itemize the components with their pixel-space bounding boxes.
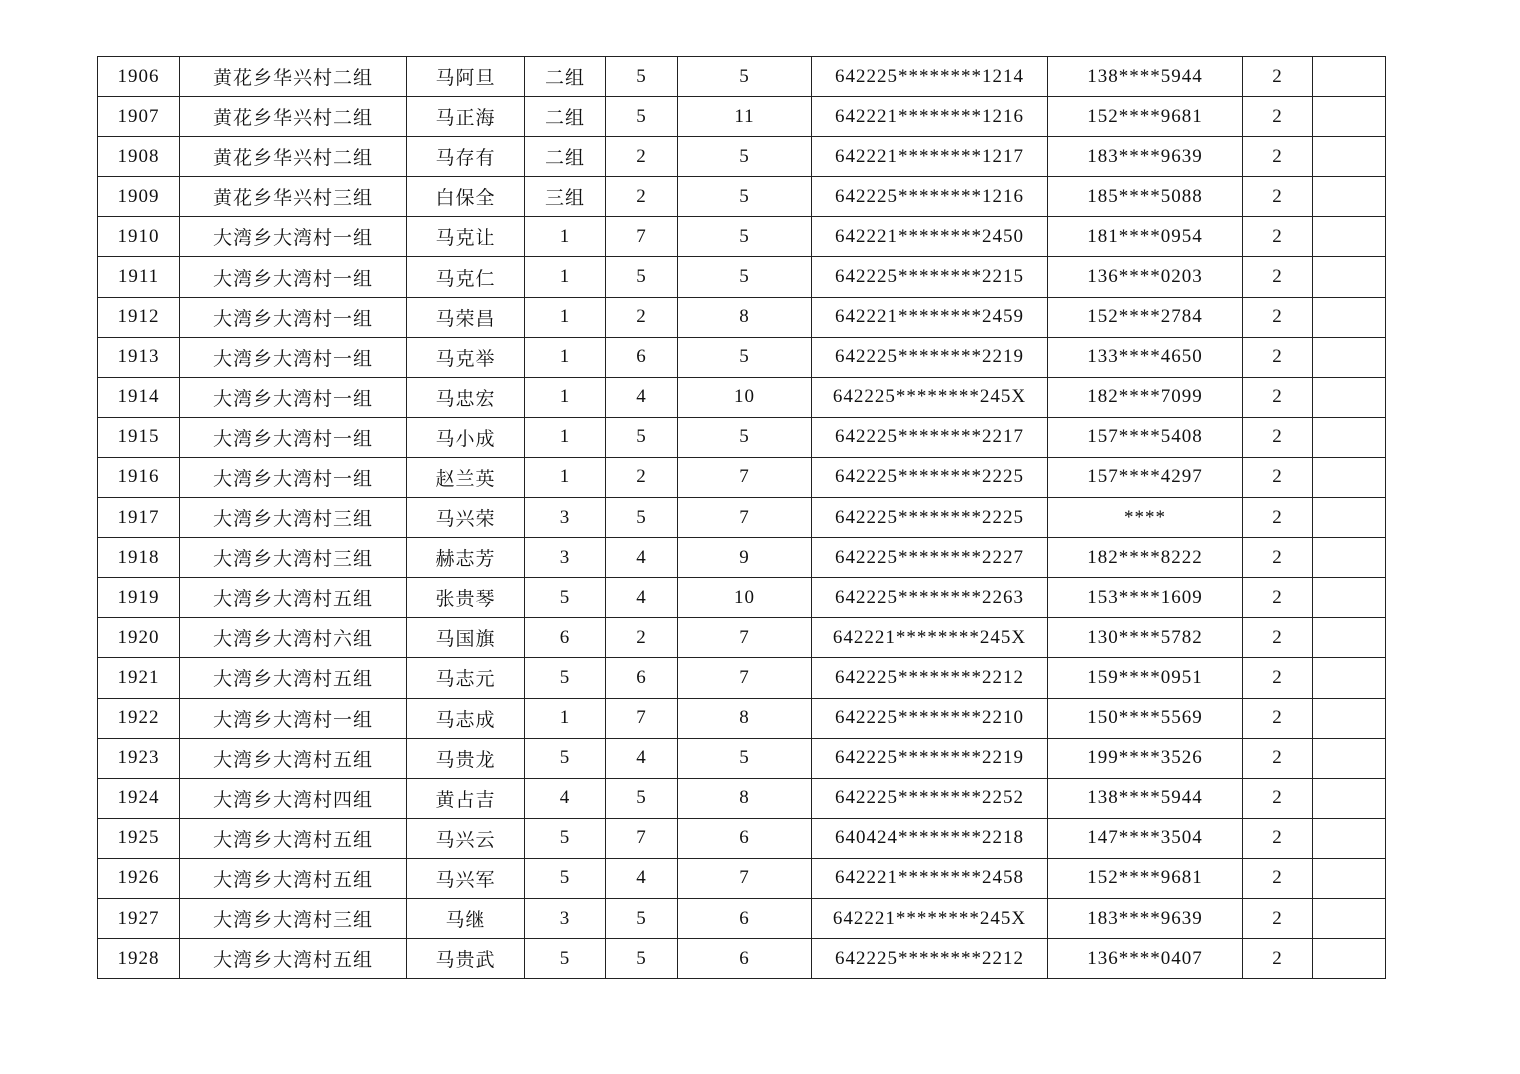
- count-cell: 2: [1243, 417, 1313, 457]
- value-cell: 5: [678, 337, 812, 377]
- phone-cell: 136****0407: [1048, 939, 1243, 979]
- note-cell: [1313, 778, 1386, 818]
- id-card-cell: 642225********2225: [812, 457, 1048, 497]
- value-cell: 8: [678, 297, 812, 337]
- household-size-cell: 2: [606, 618, 678, 658]
- group-cell: 3: [525, 498, 606, 538]
- count-cell: 2: [1243, 457, 1313, 497]
- table-row: [98, 898, 1386, 938]
- group-cell: 1: [525, 698, 606, 738]
- household-size-cell: 5: [606, 498, 678, 538]
- value-cell: 6: [678, 898, 812, 938]
- table-row: [98, 457, 1386, 497]
- group-cell: 1: [525, 377, 606, 417]
- row-number-cell: 1911: [98, 257, 180, 297]
- roster-table: [97, 56, 1386, 979]
- count-cell: 2: [1243, 858, 1313, 898]
- address-cell: 大湾乡大湾村三组: [180, 498, 407, 538]
- group-cell: 4: [525, 778, 606, 818]
- value-cell: 7: [678, 498, 812, 538]
- id-card-cell: 642225********2219: [812, 738, 1048, 778]
- table-row: [98, 97, 1386, 137]
- address-cell: 大湾乡大湾村一组: [180, 217, 407, 257]
- name-cell: 张贵琴: [407, 578, 525, 618]
- value-cell: 7: [678, 658, 812, 698]
- row-number-cell: 1914: [98, 377, 180, 417]
- group-cell: 1: [525, 457, 606, 497]
- id-card-cell: 642221********1217: [812, 137, 1048, 177]
- value-cell: 7: [678, 618, 812, 658]
- row-number-cell: 1919: [98, 578, 180, 618]
- group-cell: 二组: [525, 97, 606, 137]
- value-cell: 7: [678, 457, 812, 497]
- phone-cell: 181****0954: [1048, 217, 1243, 257]
- value-cell: 5: [678, 417, 812, 457]
- id-card-cell: 642225********245X: [812, 377, 1048, 417]
- id-card-cell: 642225********2225: [812, 498, 1048, 538]
- table-row: [98, 177, 1386, 217]
- id-card-cell: 642221********1216: [812, 97, 1048, 137]
- name-cell: 马志成: [407, 698, 525, 738]
- name-cell: 马克举: [407, 337, 525, 377]
- count-cell: 2: [1243, 57, 1313, 97]
- household-size-cell: 6: [606, 658, 678, 698]
- count-cell: 2: [1243, 377, 1313, 417]
- id-card-cell: 642221********2458: [812, 858, 1048, 898]
- name-cell: 马阿旦: [407, 57, 525, 97]
- count-cell: 2: [1243, 658, 1313, 698]
- household-size-cell: 5: [606, 417, 678, 457]
- count-cell: 2: [1243, 498, 1313, 538]
- count-cell: 2: [1243, 337, 1313, 377]
- address-cell: 大湾乡大湾村五组: [180, 738, 407, 778]
- name-cell: 马克让: [407, 217, 525, 257]
- household-size-cell: 7: [606, 217, 678, 257]
- group-cell: 二组: [525, 137, 606, 177]
- row-number-cell: 1906: [98, 57, 180, 97]
- note-cell: [1313, 738, 1386, 778]
- group-cell: 5: [525, 858, 606, 898]
- value-cell: 7: [678, 858, 812, 898]
- name-cell: 马荣昌: [407, 297, 525, 337]
- table-row: [98, 137, 1386, 177]
- address-cell: 大湾乡大湾村五组: [180, 658, 407, 698]
- phone-cell: 182****8222: [1048, 538, 1243, 578]
- name-cell: 马贵龙: [407, 738, 525, 778]
- note-cell: [1313, 578, 1386, 618]
- id-card-cell: 642221********245X: [812, 618, 1048, 658]
- group-cell: 三组: [525, 177, 606, 217]
- id-card-cell: 642225********2227: [812, 538, 1048, 578]
- phone-cell: 152****2784: [1048, 297, 1243, 337]
- row-number-cell: 1924: [98, 778, 180, 818]
- value-cell: 5: [678, 177, 812, 217]
- group-cell: 1: [525, 257, 606, 297]
- name-cell: 马小成: [407, 417, 525, 457]
- table-row: [98, 738, 1386, 778]
- phone-cell: 157****4297: [1048, 457, 1243, 497]
- name-cell: 马继: [407, 898, 525, 938]
- note-cell: [1313, 698, 1386, 738]
- note-cell: [1313, 257, 1386, 297]
- address-cell: 大湾乡大湾村四组: [180, 778, 407, 818]
- name-cell: 马国旗: [407, 618, 525, 658]
- name-cell: 赵兰英: [407, 457, 525, 497]
- address-cell: 大湾乡大湾村六组: [180, 618, 407, 658]
- name-cell: 马正海: [407, 97, 525, 137]
- value-cell: 6: [678, 939, 812, 979]
- note-cell: [1313, 939, 1386, 979]
- address-cell: 大湾乡大湾村一组: [180, 377, 407, 417]
- household-size-cell: 7: [606, 698, 678, 738]
- note-cell: [1313, 417, 1386, 457]
- address-cell: 大湾乡大湾村一组: [180, 457, 407, 497]
- address-cell: 大湾乡大湾村一组: [180, 337, 407, 377]
- phone-cell: 147****3504: [1048, 818, 1243, 858]
- count-cell: 2: [1243, 297, 1313, 337]
- roster-body: [98, 57, 1386, 979]
- address-cell: 黄花乡华兴村二组: [180, 57, 407, 97]
- value-cell: 9: [678, 538, 812, 578]
- address-cell: 大湾乡大湾村一组: [180, 297, 407, 337]
- value-cell: 5: [678, 57, 812, 97]
- row-number-cell: 1916: [98, 457, 180, 497]
- household-size-cell: 5: [606, 97, 678, 137]
- count-cell: 2: [1243, 97, 1313, 137]
- row-number-cell: 1921: [98, 658, 180, 698]
- name-cell: 马志元: [407, 658, 525, 698]
- household-size-cell: 4: [606, 858, 678, 898]
- phone-cell: 183****9639: [1048, 137, 1243, 177]
- table-row: [98, 57, 1386, 97]
- address-cell: 大湾乡大湾村五组: [180, 578, 407, 618]
- address-cell: 大湾乡大湾村一组: [180, 698, 407, 738]
- address-cell: 大湾乡大湾村五组: [180, 858, 407, 898]
- phone-cell: 138****5944: [1048, 778, 1243, 818]
- note-cell: [1313, 297, 1386, 337]
- name-cell: 马克仁: [407, 257, 525, 297]
- group-cell: 5: [525, 658, 606, 698]
- id-card-cell: 642225********2252: [812, 778, 1048, 818]
- note-cell: [1313, 177, 1386, 217]
- note-cell: [1313, 377, 1386, 417]
- id-card-cell: 642225********2263: [812, 578, 1048, 618]
- group-cell: 3: [525, 898, 606, 938]
- household-size-cell: 6: [606, 337, 678, 377]
- address-cell: 大湾乡大湾村五组: [180, 939, 407, 979]
- value-cell: 8: [678, 778, 812, 818]
- note-cell: [1313, 337, 1386, 377]
- row-number-cell: 1923: [98, 738, 180, 778]
- value-cell: 10: [678, 377, 812, 417]
- phone-cell: 157****5408: [1048, 417, 1243, 457]
- household-size-cell: 7: [606, 818, 678, 858]
- group-cell: 1: [525, 337, 606, 377]
- note-cell: [1313, 97, 1386, 137]
- phone-cell: 136****0203: [1048, 257, 1243, 297]
- address-cell: 大湾乡大湾村五组: [180, 818, 407, 858]
- household-size-cell: 2: [606, 457, 678, 497]
- group-cell: 6: [525, 618, 606, 658]
- row-number-cell: 1912: [98, 297, 180, 337]
- address-cell: 大湾乡大湾村一组: [180, 257, 407, 297]
- note-cell: [1313, 57, 1386, 97]
- address-cell: 黄花乡华兴村二组: [180, 137, 407, 177]
- value-cell: 5: [678, 257, 812, 297]
- count-cell: 2: [1243, 738, 1313, 778]
- row-number-cell: 1925: [98, 818, 180, 858]
- note-cell: [1313, 217, 1386, 257]
- household-size-cell: 5: [606, 778, 678, 818]
- document-page: [97, 56, 1386, 979]
- note-cell: [1313, 457, 1386, 497]
- value-cell: 5: [678, 217, 812, 257]
- household-size-cell: 2: [606, 297, 678, 337]
- count-cell: 2: [1243, 257, 1313, 297]
- count-cell: 2: [1243, 698, 1313, 738]
- row-number-cell: 1913: [98, 337, 180, 377]
- row-number-cell: 1917: [98, 498, 180, 538]
- note-cell: [1313, 818, 1386, 858]
- id-card-cell: 640424********2218: [812, 818, 1048, 858]
- phone-cell: 130****5782: [1048, 618, 1243, 658]
- count-cell: 2: [1243, 898, 1313, 938]
- phone-cell: 182****7099: [1048, 377, 1243, 417]
- name-cell: 马兴军: [407, 858, 525, 898]
- note-cell: [1313, 898, 1386, 938]
- table-row: [98, 939, 1386, 979]
- note-cell: [1313, 137, 1386, 177]
- name-cell: 马忠宏: [407, 377, 525, 417]
- table-row: [98, 498, 1386, 538]
- table-row: [98, 297, 1386, 337]
- name-cell: 马兴荣: [407, 498, 525, 538]
- phone-cell: ****: [1048, 498, 1243, 538]
- row-number-cell: 1926: [98, 858, 180, 898]
- count-cell: 2: [1243, 778, 1313, 818]
- phone-cell: 150****5569: [1048, 698, 1243, 738]
- household-size-cell: 5: [606, 257, 678, 297]
- table-row: [98, 538, 1386, 578]
- row-number-cell: 1908: [98, 137, 180, 177]
- count-cell: 2: [1243, 177, 1313, 217]
- table-row: [98, 658, 1386, 698]
- row-number-cell: 1920: [98, 618, 180, 658]
- id-card-cell: 642225********2215: [812, 257, 1048, 297]
- table-row: [98, 698, 1386, 738]
- table-row: [98, 257, 1386, 297]
- phone-cell: 138****5944: [1048, 57, 1243, 97]
- row-number-cell: 1909: [98, 177, 180, 217]
- id-card-cell: 642221********245X: [812, 898, 1048, 938]
- note-cell: [1313, 618, 1386, 658]
- count-cell: 2: [1243, 217, 1313, 257]
- table-row: [98, 337, 1386, 377]
- id-card-cell: 642225********2212: [812, 939, 1048, 979]
- household-size-cell: 5: [606, 939, 678, 979]
- address-cell: 大湾乡大湾村三组: [180, 898, 407, 938]
- group-cell: 5: [525, 578, 606, 618]
- address-cell: 黄花乡华兴村二组: [180, 97, 407, 137]
- phone-cell: 153****1609: [1048, 578, 1243, 618]
- row-number-cell: 1918: [98, 538, 180, 578]
- household-size-cell: 4: [606, 578, 678, 618]
- table-row: [98, 417, 1386, 457]
- name-cell: 赫志芳: [407, 538, 525, 578]
- count-cell: 2: [1243, 578, 1313, 618]
- value-cell: 11: [678, 97, 812, 137]
- household-size-cell: 5: [606, 57, 678, 97]
- name-cell: 马存有: [407, 137, 525, 177]
- group-cell: 二组: [525, 57, 606, 97]
- id-card-cell: 642225********2212: [812, 658, 1048, 698]
- table-row: [98, 217, 1386, 257]
- household-size-cell: 4: [606, 377, 678, 417]
- row-number-cell: 1910: [98, 217, 180, 257]
- table-row: [98, 578, 1386, 618]
- id-card-cell: 642225********2217: [812, 417, 1048, 457]
- count-cell: 2: [1243, 818, 1313, 858]
- group-cell: 5: [525, 738, 606, 778]
- table-row: [98, 618, 1386, 658]
- id-card-cell: 642225********2219: [812, 337, 1048, 377]
- phone-cell: 183****9639: [1048, 898, 1243, 938]
- table-row: [98, 778, 1386, 818]
- count-cell: 2: [1243, 538, 1313, 578]
- name-cell: 白保全: [407, 177, 525, 217]
- value-cell: 8: [678, 698, 812, 738]
- id-card-cell: 642225********1214: [812, 57, 1048, 97]
- id-card-cell: 642221********2459: [812, 297, 1048, 337]
- household-size-cell: 2: [606, 177, 678, 217]
- group-cell: 1: [525, 217, 606, 257]
- value-cell: 5: [678, 738, 812, 778]
- group-cell: 3: [525, 538, 606, 578]
- value-cell: 6: [678, 818, 812, 858]
- phone-cell: 199****3526: [1048, 738, 1243, 778]
- table-row: [98, 377, 1386, 417]
- group-cell: 1: [525, 297, 606, 337]
- phone-cell: 152****9681: [1048, 858, 1243, 898]
- value-cell: 5: [678, 137, 812, 177]
- id-card-cell: 642225********1216: [812, 177, 1048, 217]
- group-cell: 5: [525, 818, 606, 858]
- id-card-cell: 642225********2210: [812, 698, 1048, 738]
- count-cell: 2: [1243, 939, 1313, 979]
- row-number-cell: 1915: [98, 417, 180, 457]
- table-row: [98, 818, 1386, 858]
- row-number-cell: 1927: [98, 898, 180, 938]
- address-cell: 大湾乡大湾村一组: [180, 417, 407, 457]
- group-cell: 5: [525, 939, 606, 979]
- note-cell: [1313, 858, 1386, 898]
- household-size-cell: 2: [606, 137, 678, 177]
- note-cell: [1313, 498, 1386, 538]
- address-cell: 大湾乡大湾村三组: [180, 538, 407, 578]
- note-cell: [1313, 538, 1386, 578]
- phone-cell: 133****4650: [1048, 337, 1243, 377]
- name-cell: 马贵武: [407, 939, 525, 979]
- household-size-cell: 4: [606, 738, 678, 778]
- phone-cell: 159****0951: [1048, 658, 1243, 698]
- phone-cell: 185****5088: [1048, 177, 1243, 217]
- table-row: [98, 858, 1386, 898]
- note-cell: [1313, 658, 1386, 698]
- count-cell: 2: [1243, 618, 1313, 658]
- household-size-cell: 4: [606, 538, 678, 578]
- household-size-cell: 5: [606, 898, 678, 938]
- name-cell: 黄占吉: [407, 778, 525, 818]
- address-cell: 黄花乡华兴村三组: [180, 177, 407, 217]
- row-number-cell: 1907: [98, 97, 180, 137]
- count-cell: 2: [1243, 137, 1313, 177]
- name-cell: 马兴云: [407, 818, 525, 858]
- value-cell: 10: [678, 578, 812, 618]
- id-card-cell: 642221********2450: [812, 217, 1048, 257]
- phone-cell: 152****9681: [1048, 97, 1243, 137]
- group-cell: 1: [525, 417, 606, 457]
- row-number-cell: 1922: [98, 698, 180, 738]
- row-number-cell: 1928: [98, 939, 180, 979]
